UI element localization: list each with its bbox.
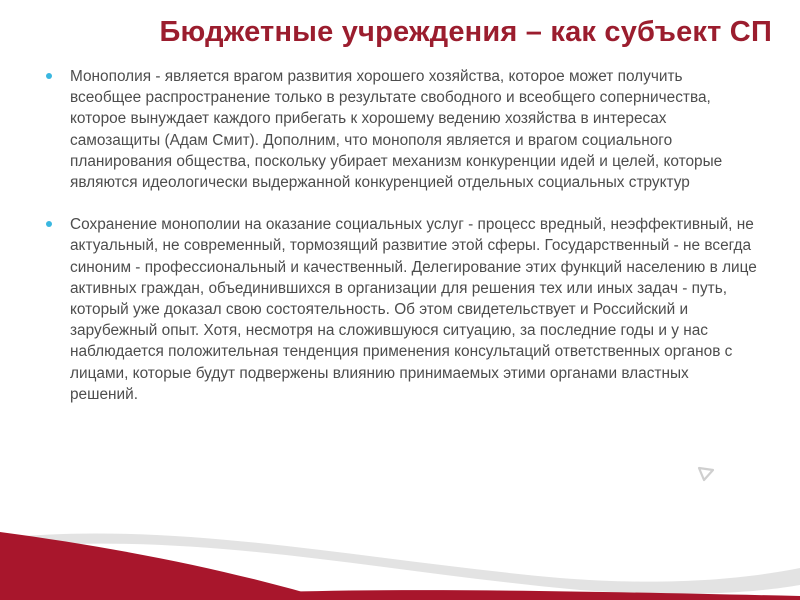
bullet-icon bbox=[46, 221, 52, 227]
bullet-item bbox=[46, 214, 758, 405]
bullet-icon bbox=[46, 73, 52, 79]
bullet-text: Сохранение монополии на оказание социальных услуг - процесс вредный, неэффективный, не актуальный, не современный, тормозящий развитие этой сферы. Государственный - не всегда синоним - профессиональный и качественный. Делегирование этих функций населению в лице активных граждан, объединившихся в организации для решения тех или иных задач - путь, который уже доказал свою состоятельность. Об этом свидетельствует и Российский и зарубежный опыт. Хотя, несмотря на сложившуюся ситуацию, за последние годы и у нас наблюдается положительная тенденция применения консультаций ответственных органов с лицами, которые будут подвержены влиянию принимаемых этими органами властных решений. bbox=[70, 216, 757, 403]
bullet-list bbox=[46, 66, 758, 405]
bullet-text: Монополия - является врагом развития хорошего хозяйства, которое может получить всеобщее распространение только в результате свободного и всеобщего соперничества, которое вынуждает каждого прибегать к хорошему ведению хозяйства в интересах самозащиты (Адам Смит). Дополним, что монополя является и врагом социального планирования общества, поскольку убирает механизм конкуренции идей и целей, которые являются идеологически выдержанной конкуренцией отдельных социальных структур bbox=[70, 68, 723, 192]
bullet-item bbox=[46, 66, 758, 193]
slide-title: Бюджетные учреждения – как субъект СП bbox=[159, 16, 772, 48]
logo-arrow-icon bbox=[696, 464, 716, 484]
